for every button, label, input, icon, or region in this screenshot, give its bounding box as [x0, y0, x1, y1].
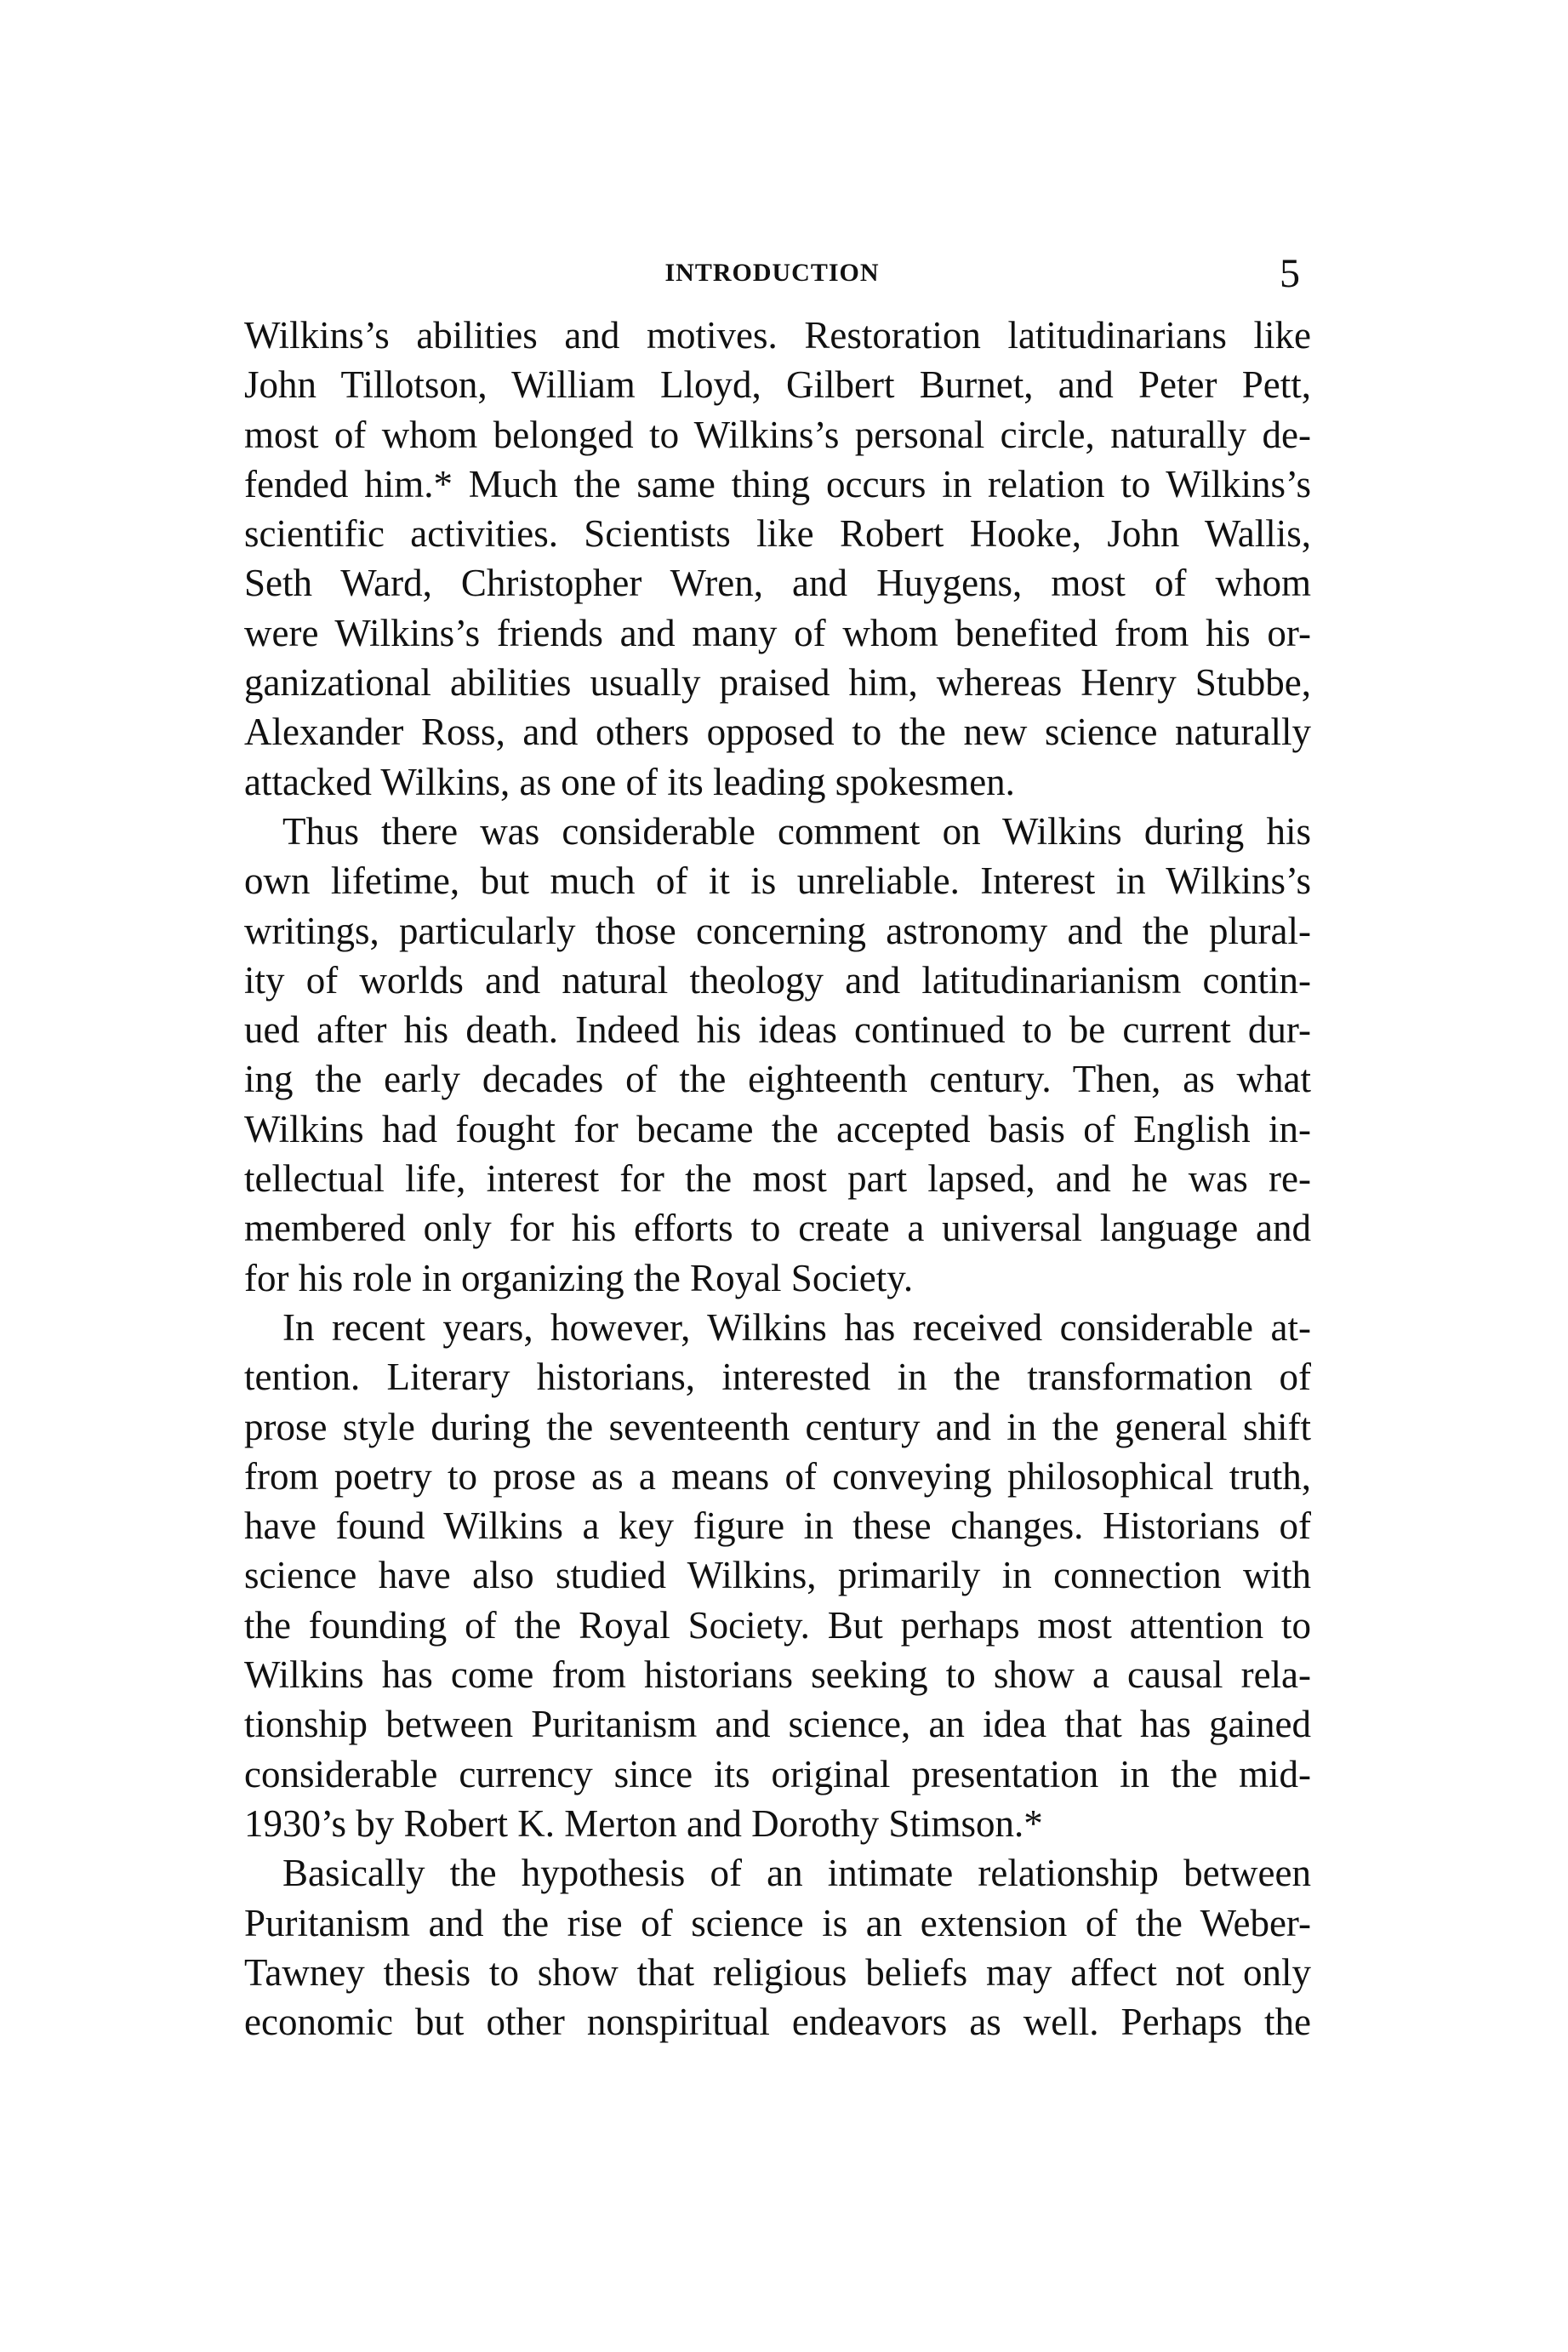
text-line: Wilkins’s abilities and motives. Restoration latitudinarians like	[244, 314, 1311, 357]
text-line: attacked Wilkins, as one of its leading spokesmen.	[244, 760, 1015, 803]
paragraph-2	[244, 807, 1311, 1303]
text-line: Puritanism and the rise of science is an extension of the Weber-	[244, 1901, 1311, 1944]
text-line: from poetry to prose as a means of conveying philosophical truth,	[244, 1454, 1311, 1498]
text-line: scientific activities. Scientists like Robert Hooke, John Wallis,	[244, 512, 1311, 556]
text-line: have found Wilkins a key figure in these changes. Historians of	[244, 1504, 1311, 1548]
text-line: were Wilkins’s friends and many of whom benefited from his or-	[244, 611, 1311, 654]
text-line: In recent years, however, Wilkins has received considerable at-	[282, 1305, 1311, 1349]
text-line: ity of worlds and natural theology and latitudinarianism contin-	[244, 958, 1311, 1002]
text-line: writings, particularly those concerning astronomy and the plural-	[244, 909, 1311, 952]
page-number: 5	[1280, 251, 1300, 296]
text-line: Seth Ward, Christopher Wren, and Huygens, most of whom	[244, 562, 1311, 605]
text-line: ued after his death. Indeed his ideas continued to be current dur-	[244, 1008, 1311, 1052]
text-line: Wilkins had fought for became the accepted basis of English in-	[244, 1107, 1311, 1150]
text-line: Tawney thesis to show that religious beliefs may affect not only	[244, 1950, 1311, 1994]
text-line: the founding of the Royal Society. But perhaps most attention to	[244, 1603, 1311, 1647]
text-line: for his role in organizing the Royal Society.	[244, 1256, 914, 1299]
text-line: Basically the hypothesis of an intimate relationship between	[282, 1852, 1311, 1895]
text-line: tention. Literary historians, interested in the transformation of	[244, 1356, 1311, 1399]
text-line: 1930’s by Robert K. Merton and Dorothy Stimson.*	[244, 1801, 1043, 1845]
text-line: tionship between Puritanism and science, an idea that has gained	[244, 1703, 1311, 1746]
running-title: INTRODUCTION	[664, 259, 880, 287]
text-line: economic but other nonspiritual endeavors as well. Perhaps the	[244, 2001, 1311, 2044]
text-line: tellectual life, interest for the most part lapsed, and he was re-	[244, 1157, 1311, 1201]
text-line: membered only for his efforts to create a universal language and	[244, 1207, 1311, 1250]
running-head	[244, 251, 1300, 305]
text-line: Thus there was considerable comment on Wilkins during his	[282, 809, 1311, 853]
text-line: Alexander Ross, and others opposed to the new science naturally	[244, 711, 1311, 754]
text-line: fended him.* Much the same thing occurs in relation to Wilkins’s	[244, 462, 1311, 505]
text-line: considerable currency since its original presentation in the mid-	[244, 1752, 1311, 1795]
text-line: ganizational abilities usually praised him, whereas Henry Stubbe,	[244, 661, 1311, 705]
text-line: own lifetime, but much of it is unreliable. Interest in Wilkins’s	[244, 859, 1311, 903]
text-line: ing the early decades of the eighteenth century. Then, as what	[244, 1058, 1311, 1101]
text-line: most of whom belonged to Wilkins’s personal circle, naturally de-	[244, 413, 1311, 456]
paragraph-3	[244, 1303, 1311, 1848]
text-line: science have also studied Wilkins, primarily in connection with	[244, 1554, 1311, 1597]
body-text	[244, 311, 1311, 2047]
paragraph-4	[244, 1848, 1311, 2047]
text-line: John Tillotson, William Lloyd, Gilbert Burnet, and Peter Pett,	[244, 363, 1311, 407]
text-line: Wilkins has come from historians seeking to show a causal rela-	[244, 1653, 1311, 1697]
paragraph-1	[244, 311, 1311, 807]
text-line: prose style during the seventeenth century and in the general shift	[244, 1405, 1311, 1448]
